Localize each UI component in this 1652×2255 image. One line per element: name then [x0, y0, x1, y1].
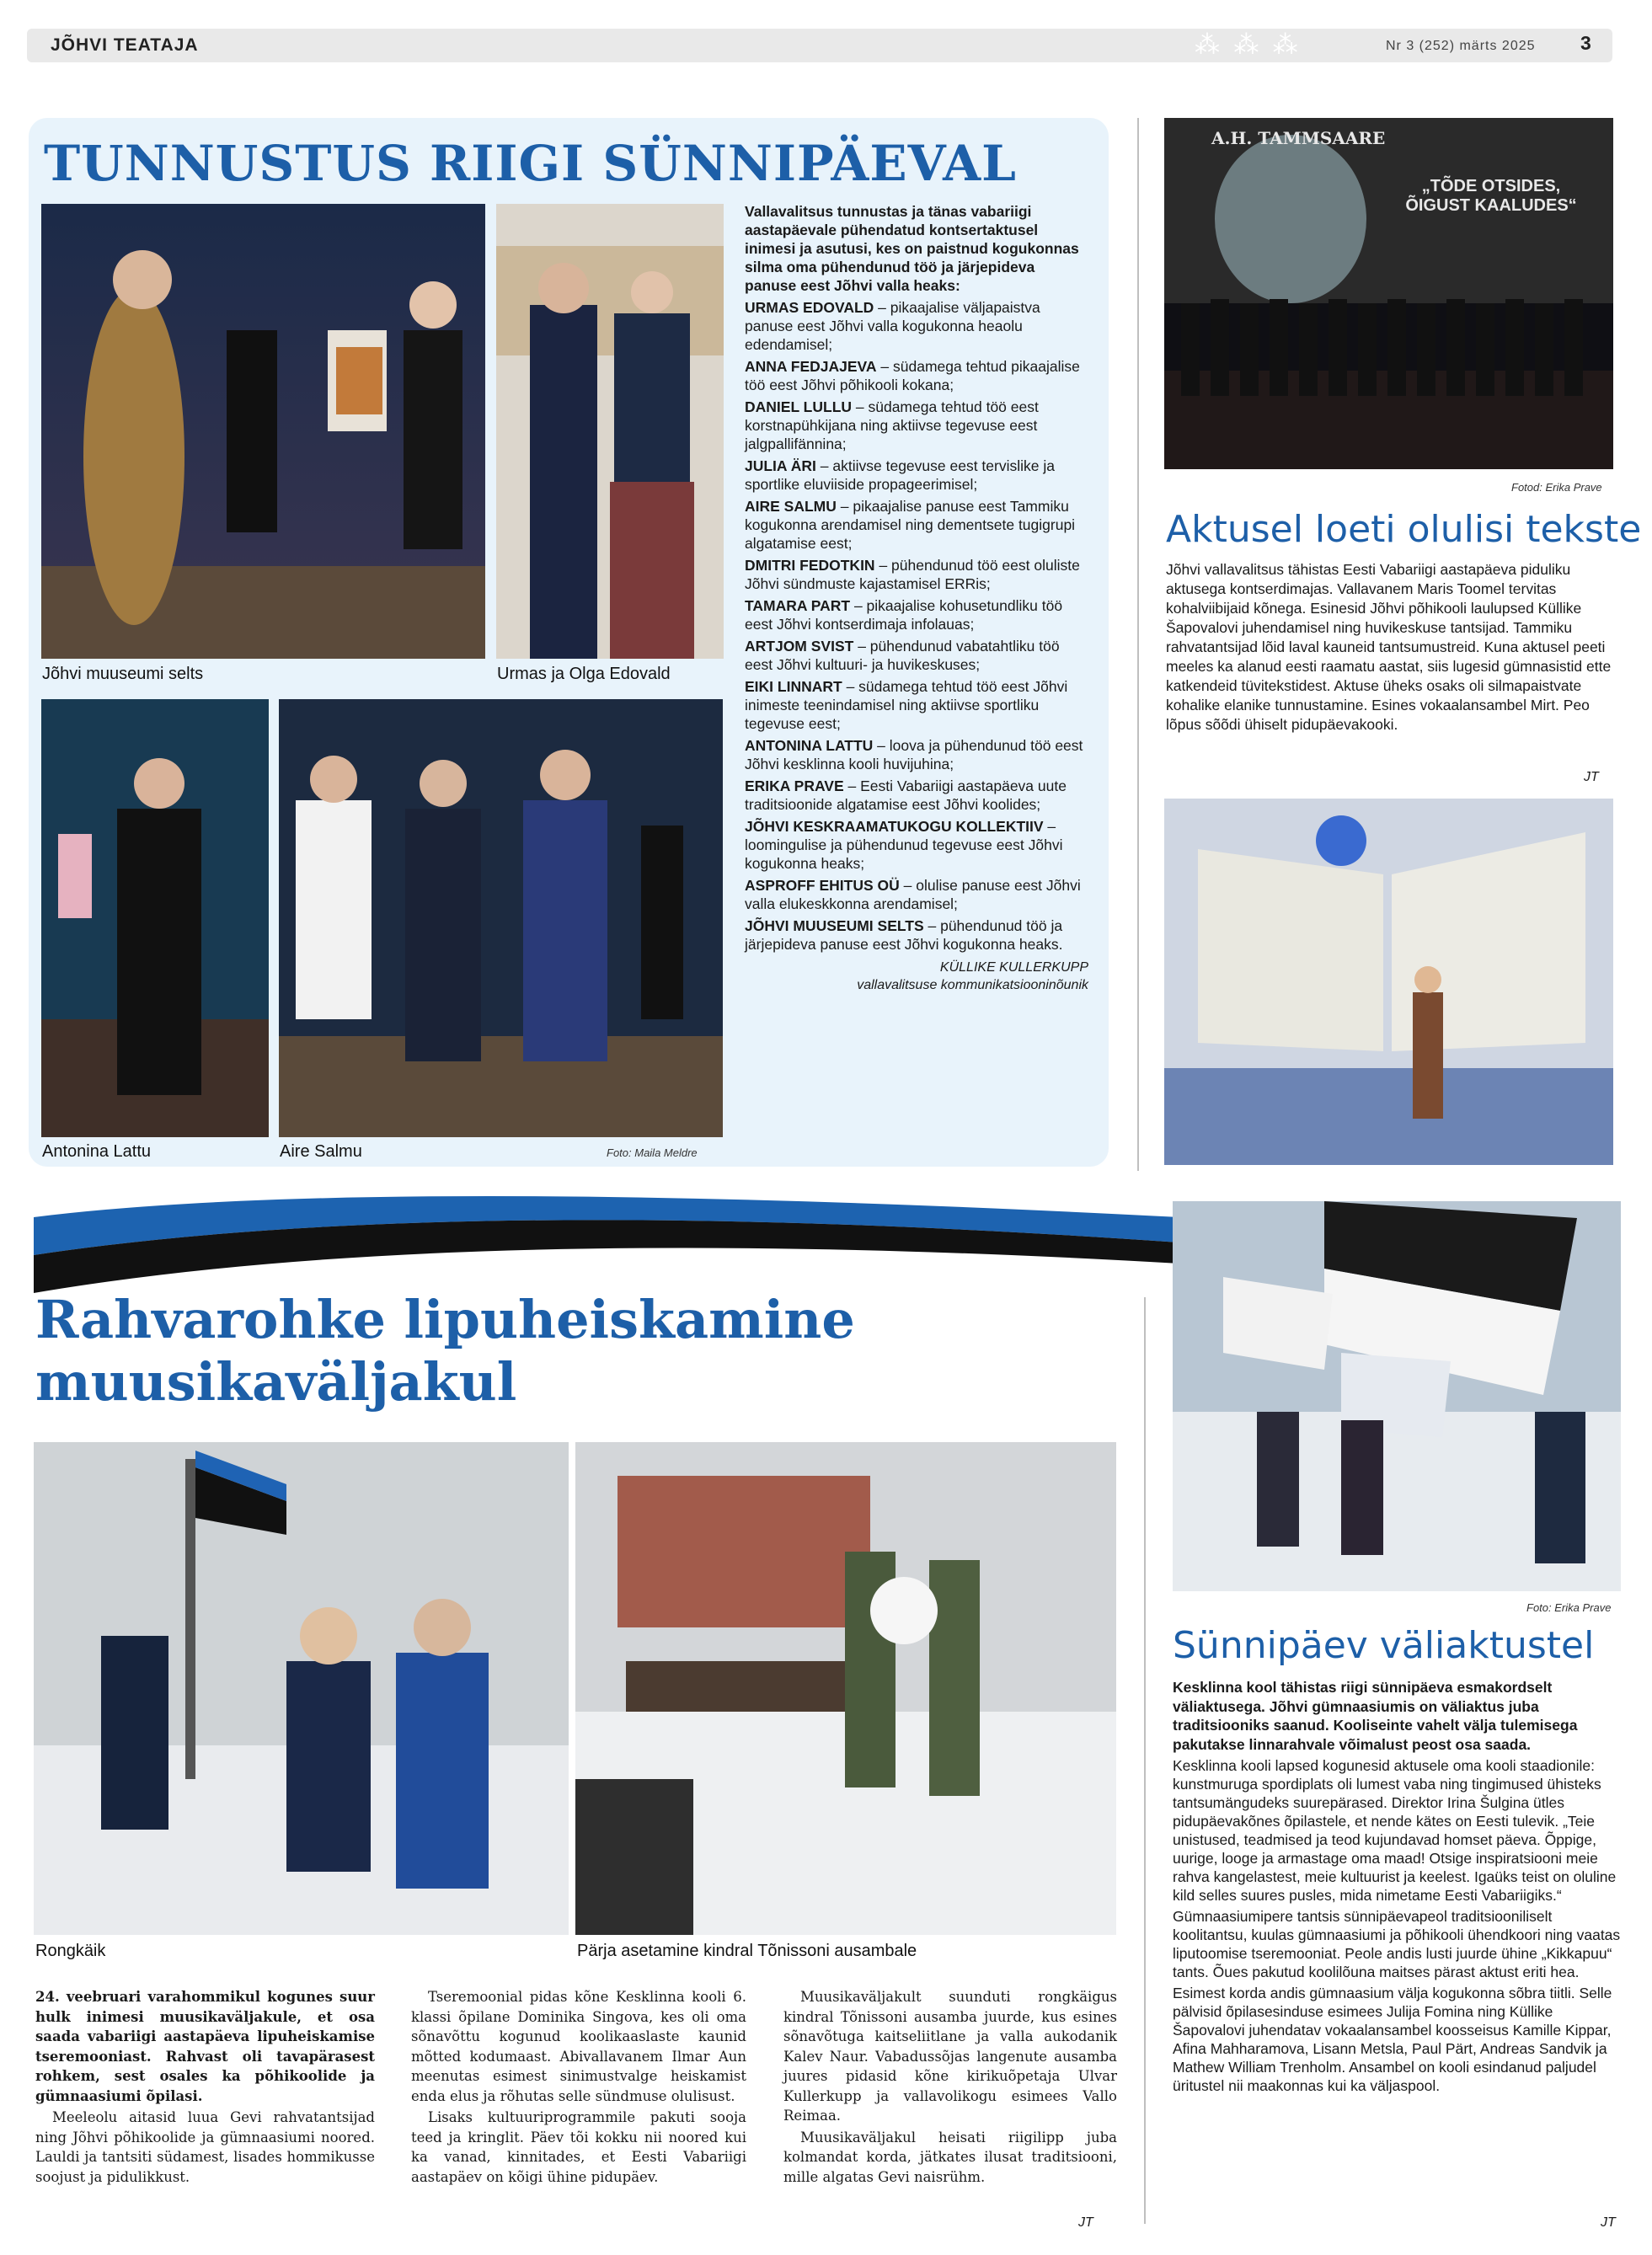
honoree-reason: – loova ja pühendunud töö eest Jõhvi kesklinna kooli huvijuhina; — [745, 737, 1083, 772]
honoree-name: ANNA FEDJAJEVA — [745, 358, 877, 375]
honoree-item — [745, 876, 1088, 913]
caption-parg: Pärja asetamine kindral Tõnissoni ausambale — [577, 1942, 917, 1960]
synnipaev-p3: Esimest korda andis gümnaasium välja kogukonna sõbra tiitli. Selle pälvisid õpilasesinduse esimees Julija Fomina ning Küllike Šapovalovi juhendatav vokaalansambel koosseisus Kamille Kippar, Afina Mahharamova, Lisann Metsla, Paul Pärt, Andreas Sandvik ja Mathew William Trenholm. Ansambel on kooli esindanud paljudel üritustel nii maakonnas kui ka väljaspool. — [1173, 1985, 1612, 2094]
photo-salmu — [279, 699, 723, 1137]
photo-edovald — [496, 204, 724, 659]
signature-role: vallavalitsuse kommunikatsiooninõunik — [857, 978, 1088, 992]
page-number: 3 — [1580, 32, 1591, 54]
synnipaev-text — [1173, 1678, 1621, 2095]
photo-aktus-stage — [1164, 118, 1613, 469]
honoree-name: ARTJOM SVIST — [745, 638, 854, 655]
caption-photo2: Urmas ja Olga Edovald — [497, 665, 671, 683]
credit-tunnustus: Foto: Maila Meldre — [607, 1146, 698, 1159]
credit-aktus: Fotod: Erika Prave — [1511, 481, 1602, 494]
honoree-reason: – loomingulise ja pühendunud tegevuse eest Jõhvi kogukonna heaks; — [745, 818, 1063, 872]
honoree-name: EIKI LINNART — [745, 678, 842, 695]
photo-book-stage — [1164, 799, 1613, 1165]
honoree-item — [745, 357, 1088, 394]
tunnustus-lead: Vallavalitsus tunnustas ja tänas vabariigi aastapäevale pühendatud kontsertaktusel inimesi ja asutusi, kes on paistnud kogukonnas silma oma pühendunud töö ja järjepideva panuse eest Jõhvi valla heaks: — [745, 203, 1079, 294]
lipu-signature: JT — [1078, 2215, 1093, 2230]
honoree-item — [745, 777, 1088, 814]
honoree-reason: – pühendunud vabatahtliku töö eest Jõhvi kultuuri- ja huvikeskuses; — [745, 638, 1060, 673]
caption-photo1: Jõhvi muuseumi selts — [42, 665, 204, 683]
page-header-bar — [27, 29, 1612, 62]
honoree-name: JULIA ÄRI — [745, 457, 816, 474]
honoree-item — [745, 916, 1088, 954]
honoree-item — [745, 457, 1088, 494]
photo-overlay-author: A.H. TAMMSAARE — [1211, 128, 1386, 148]
honoree-reason: – pikaajalise kohusetundliku töö eest Jõhvi kontserdimaja infolauas; — [745, 597, 1063, 633]
tunnustus-text — [745, 202, 1088, 994]
honoree-name: TAMARA PART — [745, 597, 851, 614]
honoree-reason: – pikaajalise panuse eest Tammiku kogukonna arendamisel ning dementsete tugigrupi algatamise eest; — [745, 498, 1076, 552]
tunnustus-title: TUNNUSTUS RIIGI SÜNNIPÄEVAL — [44, 135, 1017, 192]
lipu-col1-lead: 24. veebruari varahommikul kogunes suur hulk inimesi muusikaväljakule, et osa saada vabariigi aastapäeva lipuheiskamise tseremooniast. Rahvast oli tavapärasest rohkem, sest osales ka põhikoolide ja gümnaasiumi õpilasi. — [35, 1989, 375, 2104]
honoree-name: DANIEL LULLU — [745, 398, 853, 415]
issue-number: Nr 3 (252) märts 2025 — [1386, 39, 1536, 53]
honoree-item — [745, 596, 1088, 633]
honoree-reason: – südamega tehtud töö eest korstnapühkijana ning aktiivse tegevuse eest jalgpallifännina; — [745, 398, 1039, 452]
honoree-name: JÕHVI KESKRAAMATUKOGU KOLLEKTIIV — [745, 818, 1044, 835]
caption-rongkaik: Rongkäik — [35, 1942, 106, 1960]
aktusel-body: Jõhvi vallavalitsus tähistas Eesti Vabariigi aastapäeva piduliku aktusega kontserdimajas. Vallavanem Maris Toomel tervitas kohalviibijaid kõnega. Esinesid Jõhvi põhikooli laulupsed Küllike Šapovalovi juhendamisel ning huvikeskuse tantsijad. Tammiku rahvatantsijad lõid laval kauneid tantsumustreid. Kuna aktusel peeti meeles ka alanud eesti raamatu aastat, siis lugesid gümnasistid ette katkendeid tüvitekstidest. Aktuse üheks osaks oli silmapaistvate kohalike elanike tunnustamine. Esines vokaalansambel Mirt. Peo lõpus sõõdi ühiselt pidupäevakooki. — [1166, 561, 1612, 733]
synnipaev-p2: Gümnaasiumipere tantsis sünnipäevapeol traditsiooniliselt koolitantsu, kuulas gümnaasiumi ja põhikooli ühendkoori ning vaatas liputoomise tseremooniat. Peole andis lusti juurde ühine „Kikkapuu“ tants. Õues pakutud koolilõuna maitses pärast aktust eriti hea. — [1173, 1908, 1621, 1980]
honoree-item — [745, 677, 1088, 733]
caption-photo3: Antonina Lattu — [42, 1142, 151, 1161]
honoree-name: DMITRI FEDOTKIN — [745, 557, 875, 574]
honoree-item — [745, 736, 1088, 773]
honoree-reason: – pühendunud töö eest oluliste Jõhvi sündmuste kajastamisel ERRis; — [745, 557, 1080, 592]
credit-synnipaev: Foto: Erika Prave — [1526, 1601, 1612, 1614]
honoree-item — [745, 817, 1088, 873]
column-divider — [1137, 118, 1139, 1171]
synnipaev-p1: Kesklinna kooli lapsed kogunesid aktusele oma kooli staadionile: kunstmuruga spordiplats oli lumest vaba ning tingimused ühisteks tantsumängudeks suurepärased. Direktor Irina Šulgina ütles pidupäevakõnes õpilastele, et nende kätes on Eesti tulevik. „Teie unistused, teadmised ja teod kujundavad homset päeva. Õppige, uurige, looge ja armastage oma maad! Otsige inspiratsiooni meie rahva kangelastest, meie kultuurist ja keelest. Igaüks teist on oluline kild selles suures pusles, mida nimetame Eesti Vabariigiks.“ — [1173, 1757, 1617, 1904]
honoree-item — [745, 556, 1088, 593]
honoree-reason: – olulise panuse eest Jõhvi valla elukeskkonna arendamisel; — [745, 877, 1081, 912]
lipu-title — [35, 1289, 855, 1413]
lipu-column-2 — [411, 1987, 746, 2188]
photo-valiaktus — [1173, 1201, 1621, 1591]
honoree-reason: – Eesti Vabariigi aastapäeva uute traditsioonide algatamise eest Jõhvi koolides; — [745, 777, 1067, 813]
honoree-name: ANTONINA LATTU — [745, 737, 874, 754]
lipu-col2-p2: Lisaks kultuuriprogrammile pakuti sooja teed ja kringlit. Päev tõi kokku nii noored kui ka vanad, kinnitades, et Eesti Vabariigi aastapäev on kõigi ühine pidupäev. — [411, 2109, 746, 2185]
photo-muuseumi-selts — [41, 204, 485, 659]
aktusel-title: Aktusel loeti olulisi tekste — [1166, 508, 1642, 551]
synnipaev-lead: Kesklinna kool tähistas riigi sünnipäeva esmakordselt väliaktusega. Jõhvi gümnaasiumis on väliaktus juba traditsiooniks saanud. Kooliseinte vahelt välja tulemisega pakutakse linnarahvale võimalust peost osa saada. — [1173, 1679, 1578, 1753]
aktusel-signature: JT — [1584, 770, 1599, 784]
honoree-item — [745, 497, 1088, 553]
signature-name: KÜLLIKE KULLERKUPP — [939, 960, 1088, 975]
flag-wave-graphic — [34, 1184, 1179, 1293]
honoree-item — [745, 637, 1088, 674]
caption-photo4: Aire Salmu — [280, 1142, 362, 1161]
photo-overlay-quote: „TÕDE OTSIDES, ÕIGUST KAALUDES“ — [1405, 177, 1577, 215]
honoree-name: ASPROFF EHITUS OÜ — [745, 877, 900, 894]
lipu-title-line2: muusikaväljakul — [35, 1351, 517, 1413]
fir-trees-icon: ⁂ ⁂ ⁂ — [1195, 31, 1302, 59]
honoree-name: ERIKA PRAVE — [745, 777, 844, 794]
photo-parg — [575, 1442, 1116, 1935]
lipu-column-1 — [35, 1987, 375, 2188]
lipu-col1-p2: Meeleolu aitasid luua Gevi rahvatantsijad ning Jõhvi põhikoolide ja gümnaasiumi noored. Lauldi ja tantsiti südamest, lisades hommikusse soojust ja pidulikkust. — [35, 2109, 375, 2185]
lipu-col3-p1: Muusikaväljakult suunduti rongkäigus kindral Tõnissoni ausamba juurde, kus esines sõnavõtuga kaitseliitlane ja valla aukodanik Kalev Naur. Vabadussõjas langenute ausamba juures pidasid kõne kirikuõpetaja Ulvar Kullerkupp ja vallavolikogu esimees Vallo Reimaa. — [783, 1989, 1117, 2124]
honoree-item — [745, 398, 1088, 453]
honoree-item — [745, 298, 1088, 354]
lipu-col2-p1: Tseremoonial pidas kõne Kesklinna kooli 6. klassi õpilane Dominika Singova, kes oli oma sõnavõttu kogunud koolikaaslaste kaunid mõtted kodumaast. Abivallavanem Ilmar Aun meenutas esimest sinimustvalge heiskamist enda elus ja rõhutas selle sündmuse olulisust. — [411, 1989, 746, 2104]
honoree-reason: – pikaajalise väljapaistva panuse eest Jõhvi valla kogukonna heaolu edendamisel; — [745, 299, 1040, 353]
honoree-name: URMAS EDOVALD — [745, 299, 874, 316]
honoree-reason: – südamega tehtud töö eest Jõhvi inimeste teenindamisel ning aktiivse sportliku tegevuse eest; — [745, 678, 1068, 732]
lipu-column-3 — [783, 1987, 1117, 2188]
honoree-reason: – pühendunud töö ja järjepideva panuse eest Jõhvi kogukonna heaks. — [745, 917, 1063, 953]
synnipaev-title: Sünnipäev väliaktustel — [1173, 1624, 1595, 1667]
honoree-name: JÕHVI MUUSEUMI SELTS — [745, 917, 924, 934]
photo-lattu — [41, 699, 269, 1137]
honoree-reason: – südamega tehtud pikaajalise töö eest Jõhvi põhikooli kokana; — [745, 358, 1080, 393]
lipu-title-line1: Rahvarohke lipuheiskamine — [35, 1289, 855, 1350]
honoree-name: AIRE SALMU — [745, 498, 837, 515]
synnipaev-signature: JT — [1601, 2215, 1616, 2230]
column-divider-lower — [1144, 1297, 1146, 2224]
honorees-list — [745, 298, 1088, 954]
honoree-reason: – aktiivse tegevuse eest tervislike ja sportlike eluviiside propageerimisel; — [745, 457, 1055, 493]
lipu-col3-p2: Muusikaväljakul heisati riigilipp juba kolmandat korda, jätkates ilusat traditsiooni, mille algatas Gevi naisrühm. — [783, 2129, 1117, 2185]
publication-name: JÕHVI TEATAJA — [51, 35, 199, 55]
photo-rongkaik — [34, 1442, 569, 1935]
